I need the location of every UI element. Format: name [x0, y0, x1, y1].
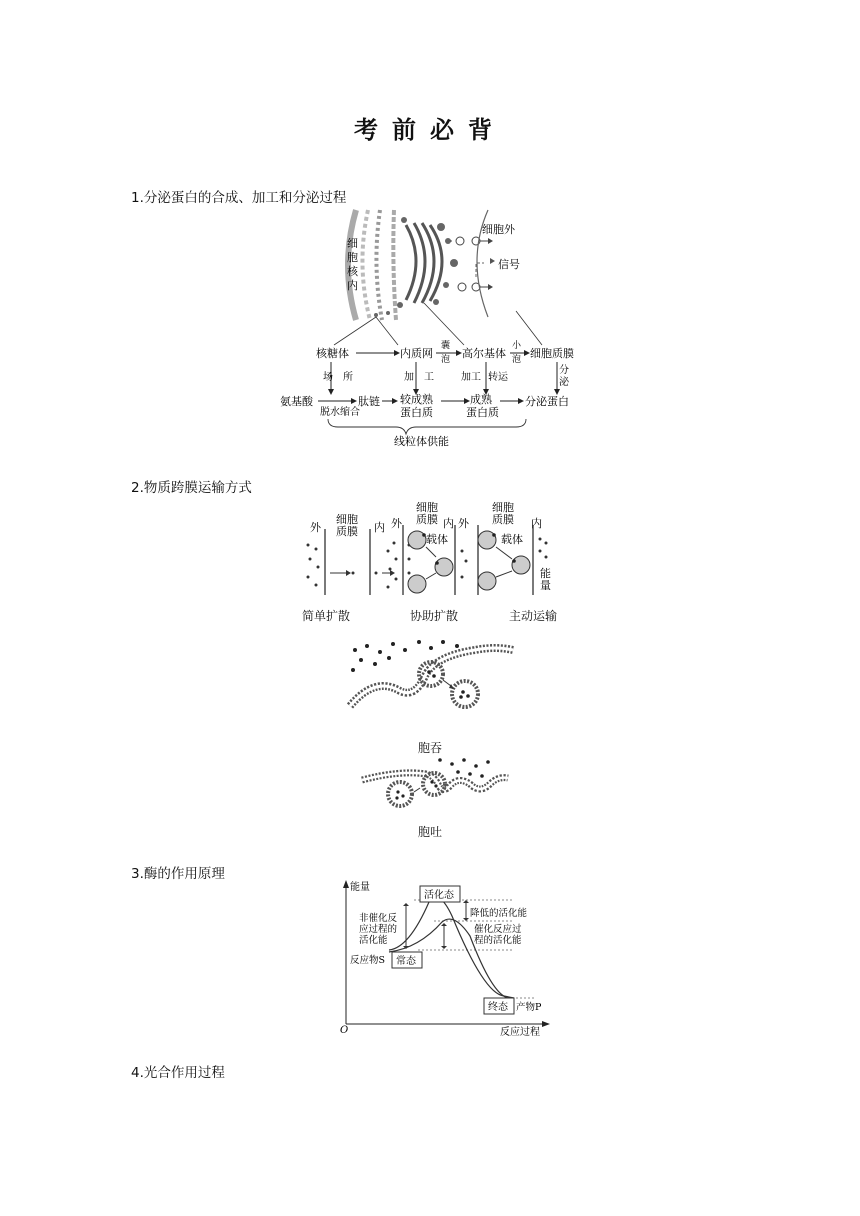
immature-protein-label-1: 较成熟 — [400, 393, 433, 406]
nucleus-label-2: 胞 — [347, 251, 358, 264]
section-heading-1: 1.分泌蛋白的合成、加工和分泌过程 — [131, 190, 347, 206]
signal-label: 信号 — [498, 258, 520, 271]
carrier-label-1: 载体 — [426, 533, 448, 546]
membrane-label-3b: 质膜 — [492, 513, 514, 526]
exocytosis-caption: 胞吐 — [417, 825, 442, 839]
uncatalyzed-label-2: 应过程的 — [359, 924, 398, 935]
endocytosis-diagram — [345, 636, 515, 718]
catalyzed-label-2: 程的活化能 — [474, 935, 522, 946]
facilitated-diffusion-caption: 协助扩散 — [409, 609, 458, 623]
energy-label-2: 量 — [540, 579, 551, 592]
secrete-label-2: 泌 — [559, 377, 569, 388]
product-label: 产物P — [516, 1002, 542, 1013]
y-axis-label: 能量 — [350, 882, 370, 893]
membrane-label: 细胞质膜 — [530, 347, 574, 360]
active-transport-caption: 主动运输 — [508, 609, 557, 623]
lowered-energy-label: 降低的活化能 — [470, 908, 528, 919]
section-heading-3: 3.酶的作用原理 — [131, 866, 225, 882]
final-state-label: 终态 — [488, 1002, 508, 1013]
endocytosis-caption: 胞吞 — [417, 741, 442, 755]
er-label: 内质网 — [400, 347, 433, 360]
membrane-label-2a: 细胞 — [416, 501, 438, 514]
simple-diffusion-caption: 简单扩散 — [301, 609, 350, 623]
nucleus-label-3: 核 — [347, 265, 358, 278]
nucleus-label-1: 细 — [347, 237, 358, 250]
nucleus-label-4: 内 — [347, 279, 358, 292]
small-vesicle-label-2: 泡 — [512, 355, 522, 365]
membrane-label-1b: 质膜 — [336, 525, 358, 538]
x-axis-label: 反应过程 — [500, 1027, 540, 1038]
in-label-1: 内 — [374, 521, 385, 534]
golgi-label: 高尔基体 — [462, 347, 506, 360]
energy-label-1: 能 — [540, 567, 551, 580]
transport-label: 转运 — [488, 372, 508, 383]
mature-protein-label-2: 蛋白质 — [466, 406, 499, 419]
exocytosis-diagram — [360, 754, 510, 812]
mature-protein-label-1: 成熟 — [470, 393, 492, 406]
vesicle-label-2: 泡 — [441, 355, 451, 365]
section-heading-2: 2.物质跨膜运输方式 — [131, 480, 252, 496]
catalyzed-label-1: 催化反应过 — [474, 924, 522, 935]
reactant-label: 反应物S — [350, 955, 386, 966]
out-label-1: 外 — [310, 521, 321, 534]
secreted-protein-label: 分泌蛋白 — [525, 395, 569, 408]
in-label-3: 内 — [531, 517, 542, 530]
ribosome-label: 核糖体 — [316, 347, 349, 360]
membrane-label-3a: 细胞 — [492, 501, 514, 514]
section-heading-4: 4.光合作用过程 — [131, 1065, 225, 1081]
secretory-protein-diagram — [276, 205, 586, 455]
small-vesicle-label-1: 小 — [512, 341, 522, 351]
membrane-transport-diagram — [296, 497, 568, 597]
peptide-label: 肽链 — [358, 395, 380, 408]
membrane-label-1a: 细胞 — [336, 513, 358, 526]
secrete-label-1: 分 — [559, 365, 569, 376]
in-label-2: 内 — [443, 517, 454, 530]
energy-label: 线粒体供能 — [394, 435, 449, 448]
uncatalyzed-label-1: 非催化反 — [359, 913, 398, 924]
carrier-label-2: 载体 — [501, 533, 523, 546]
out-label-2: 外 — [391, 517, 402, 530]
page-title: 考前必背 — [354, 115, 506, 144]
site-label: 场 所 — [323, 372, 353, 383]
outside-label: 细胞外 — [482, 223, 515, 236]
enzyme-energy-diagram — [334, 876, 554, 1038]
out-label-3: 外 — [458, 517, 469, 530]
process-label-1: 加 工 — [404, 372, 434, 383]
amino-acid-label: 氨基酸 — [280, 395, 313, 408]
origin-label: O — [340, 1025, 349, 1036]
membrane-label-2b: 质膜 — [416, 513, 438, 526]
process-label-2: 加工 — [461, 372, 481, 383]
immature-protein-label-2: 蛋白质 — [400, 406, 433, 419]
active-state-label: 活化态 — [424, 890, 454, 901]
vesicle-label-1: 囊 — [441, 341, 451, 351]
normal-state-label: 常态 — [396, 956, 416, 967]
uncatalyzed-label-3: 活化能 — [359, 935, 388, 946]
dehydrate-label: 脱水缩合 — [320, 407, 360, 418]
golgi-stack — [406, 223, 442, 303]
